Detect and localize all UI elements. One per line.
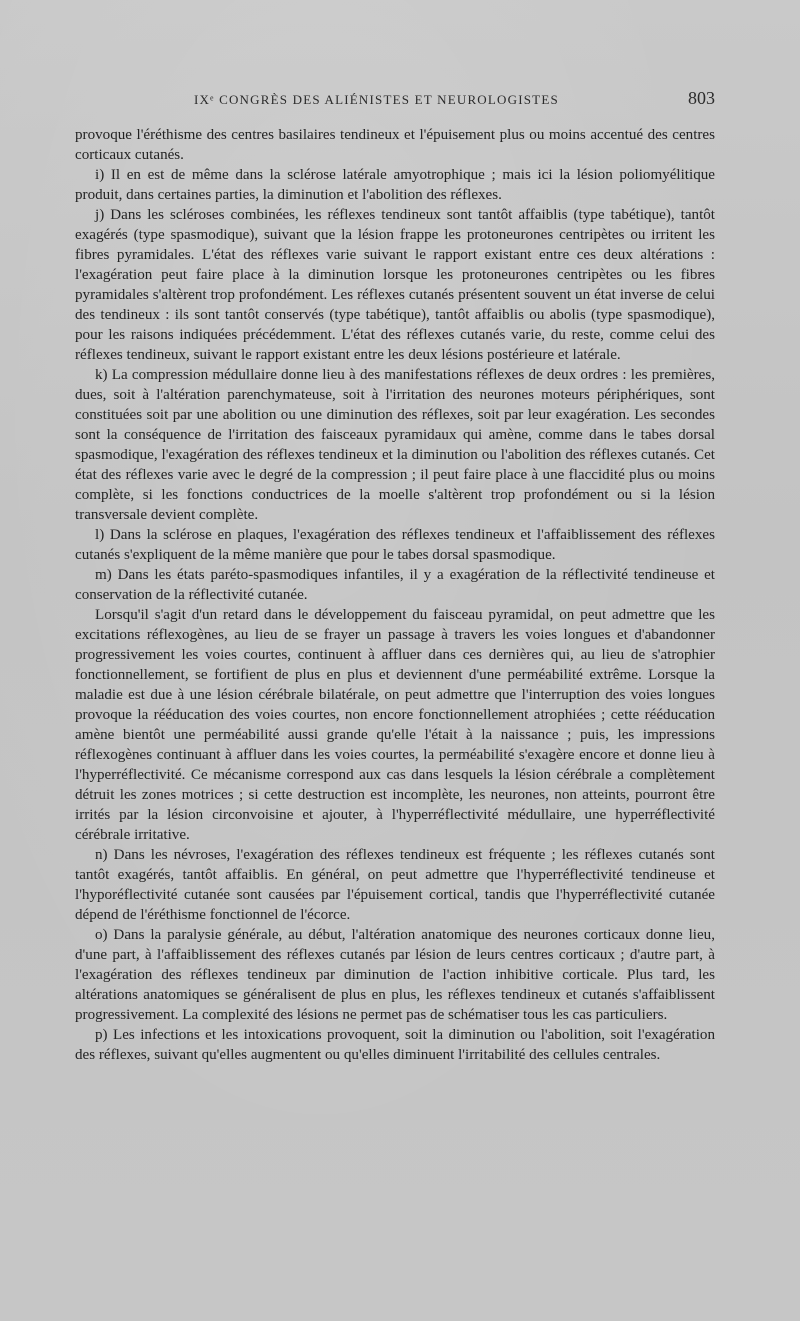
paragraph: n) Dans les névroses, l'exagération des réflexes tendineux est fréquente ; les réflexes cutanés sont tantôt exagérés, tantôt affaiblis. En général, on peut admettre que l'hyperréflectivité tendineuse et l'hyporéflectivité cutanée sont causées par l'épuisement cortical, tandis que l'hyperréflectivité cutanée dépend de l'éréthisme fonctionnel de l'écorce. — [75, 847, 715, 923]
running-title: IXᵉ CONGRÈS DES ALIÉNISTES ET NEUROLOGISTES — [194, 92, 559, 107]
page-header — [75, 88, 715, 110]
paragraph: k) La compression médullaire donne lieu à des manifestations réflexes de deux ordres : les premières, dues, soit à l'altération parenchymateuse, soit à l'irritation des neurones moteurs périphériques, sont constituées soit par une abolition ou une diminution des réflexes, soit par leur exagération. Les secondes sont la conséquence de l'irritation des faisceaux pyramidaux qui amène, comme dans le tabes dorsal spasmodique, l'exagération des réflexes tendineux et la diminution ou l'abolition des réflexes cutanés. Cet état des réflexes varie avec le degré de la compression ; il peut faire place à une flaccidité plus ou moins complète, si les fonctions conductrices de la moelle s'altèrent trop profondément ou si la lésion transversale devient complète. — [75, 367, 715, 523]
paragraph: m) Dans les états paréto-spasmodiques infantiles, il y a exagération de la réflectivité tendineuse et conservation de la réflectivité cutanée. — [75, 567, 715, 603]
paragraph: provoque l'éréthisme des centres basilaires tendineux et l'épuisement plus ou moins accentué des centres corticaux cutanés. — [75, 127, 715, 163]
paragraph: i) Il en est de même dans la sclérose latérale amyotrophique ; mais ici la lésion poliomyélitique produit, dans certaines parties, la diminution et l'abolition des réflexes. — [75, 167, 715, 203]
paragraph: l) Dans la sclérose en plaques, l'exagération des réflexes tendineux et l'affaiblissement des réflexes cutanés s'expliquent de la même manière que pour le tabes dorsal spasmodique. — [75, 527, 715, 563]
paragraph: j) Dans les scléroses combinées, les réflexes tendineux sont tantôt affaiblis (type tabétique), tantôt exagérés (type spasmodique), suivant que la lésion frappe les protoneurones centripètes ou irritent les fibres pyramidales. L'état des réflexes varie suivant le rapport existant entre ces deux altérations : l'exagération peut faire place à la diminution lorsque les protoneurones centripètes ou les fibres pyramidales s'altèrent trop profondément. Les réflexes cutanés présentent souvent un état inverse de celui des tendineux : ils sont tantôt conservés (type tabétique), tantôt affaiblis ou abolis (type spasmodique), pour les raisons indiquées précédemment. L'état des réflexes cutanés varie, du reste, comme celui des réflexes tendineux, suivant le rapport existant entre les deux lésions postérieure et latérale. — [75, 207, 715, 363]
page-number: 803 — [688, 88, 715, 108]
paragraph: p) Les infections et les intoxications provoquent, soit la diminution ou l'abolition, soit l'exagération des réflexes, suivant qu'elles augmentent ou qu'elles diminuent l'irritabilité des cellules centrales. — [75, 1027, 715, 1063]
paragraph: Lorsqu'il s'agit d'un retard dans le développement du faisceau pyramidal, on peut admettre que les excitations réflexogènes, au lieu de se frayer un passage à travers les voies longues et d'abandonner progressivement les voies courtes, continuent à affluer dans ces dernières qui, au lieu de s'atrophier fonctionnellement, se fortifient de plus en plus et deviennent d'une perméabilité extrême. Lorsque la maladie est due à une lésion cérébrale bilatérale, on peut admettre que l'interruption des voies longues provoque la rééducation des voies courtes, non encore fonctionnellement atrophiées ; cette rééducation amène bientôt une perméabilité aussi grande qu'elle l'était à la naissance ; puis, les impressions réflexogènes continuant à affluer dans les voies courtes, la perméabilité s'exagère encore et donne lieu à l'hyperréflectivité. Ce mécanisme correspond aux cas dans lesquels la lésion cérébrale a complètement détruit les zones motrices ; si cette destruction est incomplète, les neurones, non atteints, pourront être irrités par la lésion circonvoisine et ajouter, à l'hyperréflectivité médullaire, une hyperréflectivité cérébrale irritative. — [75, 607, 715, 843]
body-text — [75, 125, 715, 1065]
paragraph: o) Dans la paralysie générale, au début, l'altération anatomique des neurones corticaux donne lieu, d'une part, à l'affaiblissement des réflexes cutanés par lésion de leurs centres corticaux ; d'autre part, à l'exagération des réflexes tendineux par diminution de l'action inhibitive corticale. Plus tard, les altérations anatomiques se généralisent de plus en plus, les réflexes tendineux et cutanés s'affaiblissent progressivement. La complexité des lésions ne permet pas de schématiser tous les cas particuliers. — [75, 927, 715, 1023]
